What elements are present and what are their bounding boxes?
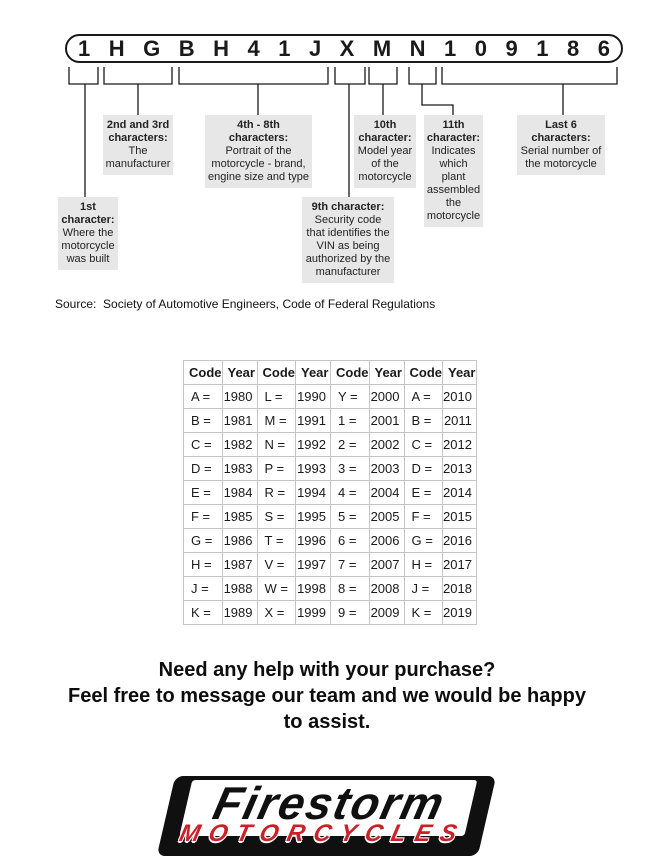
year-value-cell: 1987 <box>222 553 257 577</box>
vin-character: 1 <box>444 35 457 61</box>
year-value-cell: 1982 <box>222 433 257 457</box>
year-code-cell: V = <box>257 553 296 577</box>
logo-subtitle: MOTORCYCLES <box>177 820 469 847</box>
year-table-header-cell: Code <box>331 361 370 385</box>
vin-character: H <box>108 35 125 61</box>
label-body: Indicates which plant assembled the motorcycle <box>426 145 481 222</box>
vin-character: H <box>213 35 229 61</box>
year-code-cell: A = <box>404 385 443 409</box>
label-body: Model year of the motorcycle <box>357 145 413 183</box>
bracket-line-2nd3rd <box>104 67 172 84</box>
year-value-cell: 2010 <box>443 385 477 409</box>
help-text <box>0 657 654 735</box>
help-text-line1: Need any help with your purchase? <box>158 659 496 681</box>
year-code-cell: T = <box>257 529 296 553</box>
vin-character: M <box>372 35 392 61</box>
year-table-header-cell: Year <box>296 361 331 385</box>
year-value-cell: 1989 <box>222 601 257 625</box>
year-table-row <box>184 505 477 529</box>
bracket-line-10th <box>369 67 397 84</box>
year-code-cell: 2 = <box>331 433 370 457</box>
label-heading: 1st character: <box>61 201 115 226</box>
label-heading: 11th character: <box>426 119 481 144</box>
label-box-2nd-3rd-characters <box>103 115 173 175</box>
year-code-cell: H = <box>404 553 443 577</box>
year-value-cell: 2009 <box>369 601 404 625</box>
year-code-cell: S = <box>257 505 296 529</box>
year-code-cell: W = <box>257 577 296 601</box>
year-table-row <box>184 385 477 409</box>
year-code-cell: E = <box>184 481 223 505</box>
year-table-row <box>184 601 477 625</box>
logo-frame <box>157 776 497 856</box>
year-table-row <box>184 409 477 433</box>
year-code-cell: J = <box>404 577 443 601</box>
vin-character: 8 <box>566 35 580 61</box>
year-value-cell: 1998 <box>296 577 331 601</box>
vin-character: 1 <box>278 35 291 61</box>
year-value-cell: 2019 <box>443 601 477 625</box>
year-value-cell: 2011 <box>443 409 477 433</box>
year-table-row <box>184 457 477 481</box>
label-body: Security code that identifies the VIN as being authorized by the manufacturer <box>305 214 391 278</box>
year-value-cell: 1993 <box>296 457 331 481</box>
year-code-cell: C = <box>404 433 443 457</box>
year-value-cell: 1983 <box>222 457 257 481</box>
year-code-cell: K = <box>404 601 443 625</box>
year-code-cell: G = <box>184 529 223 553</box>
year-table-row <box>184 433 477 457</box>
logo-brand-name: Firestorm <box>180 780 478 836</box>
year-value-cell: 1986 <box>222 529 257 553</box>
year-code-cell: D = <box>184 457 223 481</box>
year-value-cell: 2007 <box>369 553 404 577</box>
year-code-cell: R = <box>257 481 296 505</box>
vin-character: 1 <box>78 35 91 61</box>
label-box-last-6-characters <box>517 115 605 175</box>
vin-character: X <box>339 35 355 61</box>
help-text-line2: Feel free to message our team and we would be happy to assist. <box>68 685 586 733</box>
year-code-cell: M = <box>257 409 296 433</box>
year-value-cell: 1995 <box>296 505 331 529</box>
year-value-cell: 1996 <box>296 529 331 553</box>
year-code-cell: F = <box>184 505 223 529</box>
year-code-cell: 7 = <box>331 553 370 577</box>
year-value-cell: 2008 <box>369 577 404 601</box>
vin-character: 4 <box>247 35 260 61</box>
year-value-cell: 1984 <box>222 481 257 505</box>
year-value-cell: 2005 <box>369 505 404 529</box>
label-heading: Last 6 characters: <box>531 119 591 144</box>
bracket-line-11th <box>409 67 436 84</box>
year-value-cell: 2014 <box>443 481 477 505</box>
year-code-cell: 9 = <box>331 601 370 625</box>
year-code-cell: 4 = <box>331 481 370 505</box>
year-table-row <box>184 577 477 601</box>
year-table-header-cell: Year <box>369 361 404 385</box>
bracket-line-4th8th <box>179 67 328 84</box>
label-box-1st-character <box>58 197 118 270</box>
label-heading: 2nd and 3rd characters: <box>106 119 170 144</box>
bracket-line-9th <box>335 67 365 84</box>
vin-character: 1 <box>536 35 549 61</box>
year-code-cell: 3 = <box>331 457 370 481</box>
label-heading: 9th character: <box>311 201 385 213</box>
year-value-cell: 2016 <box>443 529 477 553</box>
vin-character: 0 <box>474 35 488 61</box>
label-heading: 4th - 8th characters: <box>228 119 289 144</box>
year-value-cell: 1988 <box>222 577 257 601</box>
year-value-cell: 2001 <box>369 409 404 433</box>
year-table-header-cell: Year <box>222 361 257 385</box>
year-value-cell: 2013 <box>443 457 477 481</box>
year-code-cell: B = <box>184 409 223 433</box>
year-code-cell: Y = <box>331 385 370 409</box>
year-value-cell: 2006 <box>369 529 404 553</box>
year-value-cell: 1980 <box>222 385 257 409</box>
year-table-header-row <box>184 361 477 385</box>
label-body: The manufacturer <box>105 145 171 170</box>
year-code-cell: 8 = <box>331 577 370 601</box>
year-code-cell: B = <box>404 409 443 433</box>
vin-character: 9 <box>505 35 518 61</box>
year-code-cell: A = <box>184 385 223 409</box>
year-table-row <box>184 553 477 577</box>
year-code-cell: E = <box>404 481 443 505</box>
year-table-header-cell: Code <box>257 361 296 385</box>
year-code-cell: 5 = <box>331 505 370 529</box>
year-table-header-cell: Year <box>443 361 477 385</box>
vin-plate <box>65 34 623 63</box>
year-code-cell: K = <box>184 601 223 625</box>
year-code-cell: 6 = <box>331 529 370 553</box>
year-value-cell: 2012 <box>443 433 477 457</box>
year-value-cell: 1985 <box>222 505 257 529</box>
year-value-cell: 2003 <box>369 457 404 481</box>
year-code-cell: X = <box>257 601 296 625</box>
year-value-cell: 1991 <box>296 409 331 433</box>
year-value-cell: 2002 <box>369 433 404 457</box>
year-code-cell: F = <box>404 505 443 529</box>
year-value-cell: 2017 <box>443 553 477 577</box>
year-table-row <box>184 481 477 505</box>
year-value-cell: 2000 <box>369 385 404 409</box>
year-table-header-cell: Code <box>404 361 443 385</box>
year-code-cell: L = <box>257 385 296 409</box>
bracket-line-1st <box>69 67 98 84</box>
source-note: Source: Society of Automotive Engineers, Code of Federal Regulations <box>55 297 436 311</box>
vin-character: J <box>308 35 322 61</box>
label-body: Portrait of the motorcycle - brand, engine size and type <box>208 145 309 183</box>
drop-line-11th <box>422 84 453 115</box>
label-heading: 10th character: <box>358 119 412 144</box>
vin-character: 6 <box>597 35 610 61</box>
year-code-cell: H = <box>184 553 223 577</box>
vin-character: B <box>178 35 195 61</box>
year-value-cell: 2015 <box>443 505 477 529</box>
year-code-cell: P = <box>257 457 296 481</box>
year-value-cell: 1997 <box>296 553 331 577</box>
label-body: Serial number of the motorcycle <box>520 145 602 170</box>
year-code-cell: D = <box>404 457 443 481</box>
year-code-cell: G = <box>404 529 443 553</box>
year-code-cell: J = <box>184 577 223 601</box>
year-code-cell: 1 = <box>331 409 370 433</box>
label-box-10th-character <box>354 115 416 188</box>
year-table-header-cell: Code <box>184 361 223 385</box>
vin-character: N <box>409 35 426 61</box>
label-box-4th-8th-characters <box>205 115 312 188</box>
year-value-cell: 1992 <box>296 433 331 457</box>
label-box-9th-character <box>302 197 394 283</box>
year-code-table <box>183 360 477 625</box>
year-value-cell: 1999 <box>296 601 331 625</box>
year-value-cell: 1981 <box>222 409 257 433</box>
year-value-cell: 1994 <box>296 481 331 505</box>
year-value-cell: 2004 <box>369 481 404 505</box>
firestorm-logo <box>0 776 654 856</box>
label-box-11th-character <box>424 115 483 227</box>
bracket-line-last6 <box>442 67 617 84</box>
year-code-cell: N = <box>257 433 296 457</box>
year-value-cell: 2018 <box>443 577 477 601</box>
vin-character: G <box>143 35 161 61</box>
year-table-row <box>184 529 477 553</box>
year-code-cell: C = <box>184 433 223 457</box>
year-value-cell: 1990 <box>296 385 331 409</box>
label-body: Where the motorcycle was built <box>61 227 115 265</box>
